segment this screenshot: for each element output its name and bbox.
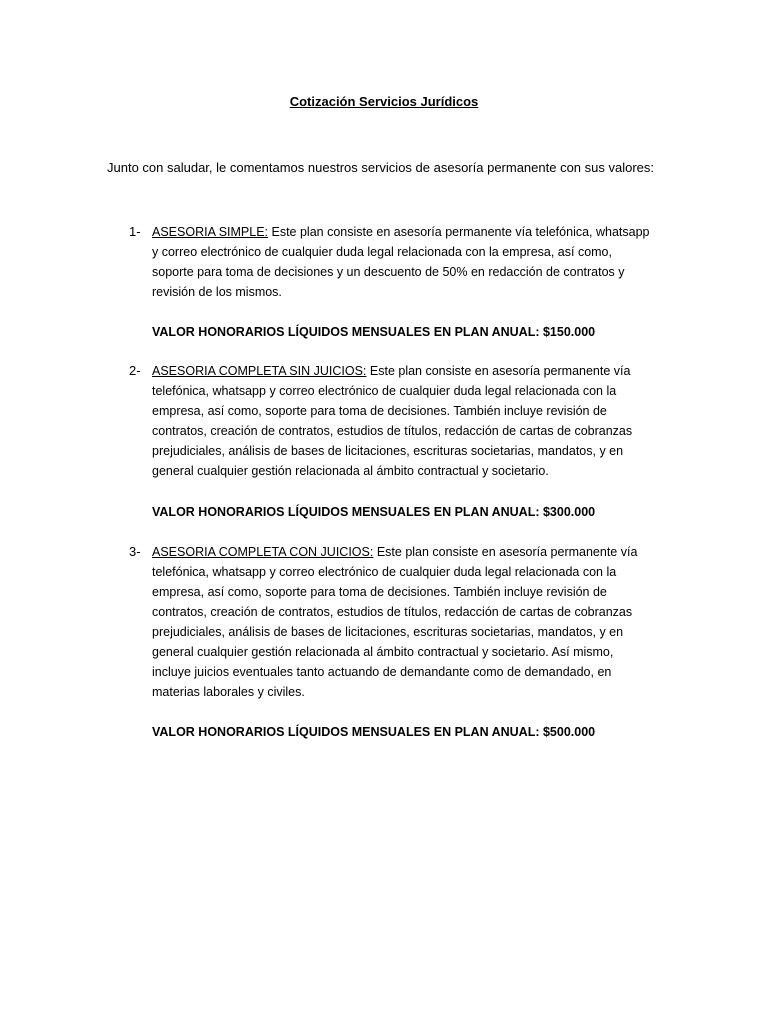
item-description — [152, 361, 652, 481]
item-body-text: Este plan consiste en asesoría permanente vía telefónica, whatsapp y correo electrónico de cualquier duda legal relacionada con la empresa, así como, soporte para toma de decisiones. También incluye revisión de contratos, creación de contratos, estudios de títulos, redacción de cartas de cobranzas prejudiciales, análisis de bases de licitaciones, escrituras societarias, mandatos, y en general cualquier gestión relacionada al ámbito contractual y societario. Así mismo, incluye juicios eventuales tanto actuando de demandante como de demandado, en materias laborales y civiles. — [152, 545, 638, 699]
price-line-simple: VALOR HONORARIOS LÍQUIDOS MENSUALES EN PLAN ANUAL: $150.000 — [152, 325, 596, 339]
item-number: 2- — [129, 363, 141, 378]
item-heading: ASESORIA COMPLETA CON JUICIOS: — [152, 545, 374, 559]
item-description — [152, 222, 652, 302]
item-body-text: Este plan consiste en asesoría permanente vía telefónica, whatsapp y correo electrónico de cualquier duda legal relacionada con la empresa, así como, soporte para toma de decisiones y un descuento de 50% en redacción de contratos y revisión de los mismos. — [152, 225, 650, 299]
item-heading: ASESORIA SIMPLE: — [152, 225, 269, 239]
item-body-text: Este plan consiste en asesoría permanente vía telefónica, whatsapp y correo electrónico de cualquier duda legal relacionada con la empresa, así como, soporte para toma de decisiones. También incluye revisión de contratos, creación de contratos, estudios de títulos, redacción de cartas de cobranzas prejudiciales, análisis de bases de licitaciones, escrituras societarias, mandatos, y en general cualquier gestión relacionada al ámbito contractual y societario. — [152, 364, 633, 478]
intro-paragraph: Junto con saludar, le comentamos nuestros servicios de asesoría permanente con sus valores: — [107, 160, 655, 175]
item-description — [152, 542, 652, 702]
price-line-complete-with-lawsuits: VALOR HONORARIOS LÍQUIDOS MENSUALES EN PLAN ANUAL: $500.000 — [152, 725, 596, 739]
document-title: Cotización Servicios Jurídicos — [289, 94, 479, 109]
item-heading: ASESORIA COMPLETA SIN JUICIOS: — [152, 364, 367, 378]
item-number: 3- — [129, 544, 141, 559]
price-line-complete-without-lawsuits: VALOR HONORARIOS LÍQUIDOS MENSUALES EN PLAN ANUAL: $300.000 — [152, 505, 596, 519]
item-number: 1- — [129, 224, 141, 239]
